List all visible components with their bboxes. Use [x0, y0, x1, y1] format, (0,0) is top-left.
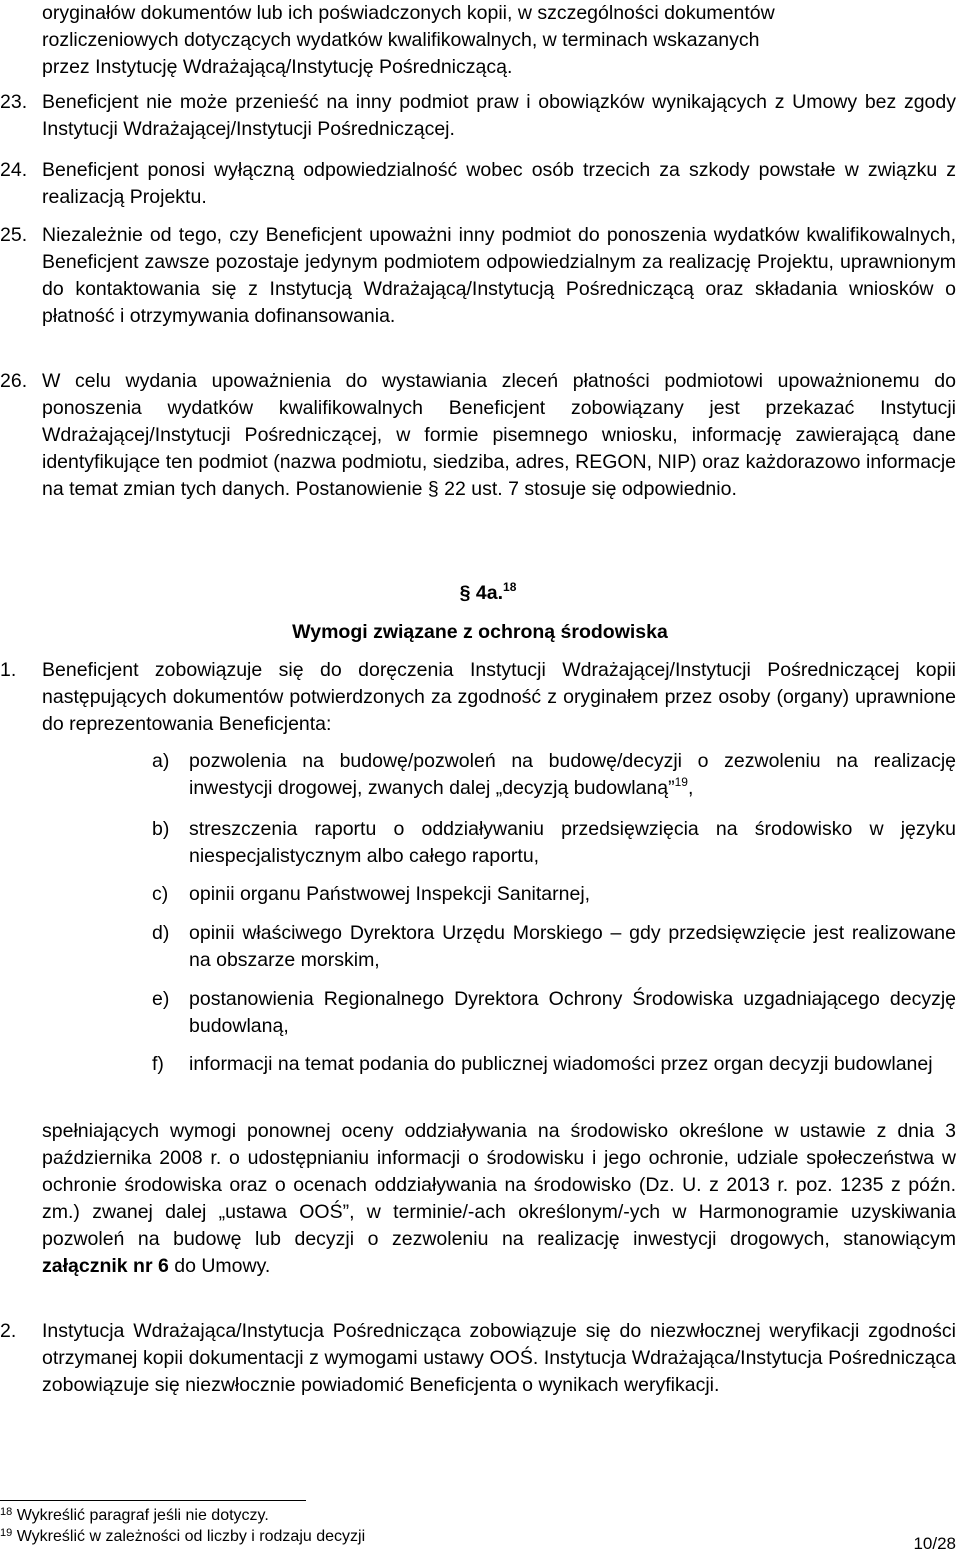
point-text: Instytucja Wdrażająca/Instytucja Pośrednicząca zobowiązuje się do niezwłocznej weryfikacji zgodności otrzymanej kopii dokumentacji z wymogami ustawy OOŚ. Instytucja Wdrażająca/Instytucja Pośrednicząca zobowiązuje się niezwłocznie powiadomić Beneficjenta o wynikach weryfikacji. [42, 1320, 956, 1396]
footnote-ref: 18 [503, 580, 517, 594]
subitem-label: d) [152, 922, 170, 944]
item-25 [0, 222, 956, 330]
footnote-number: 18 [0, 1506, 13, 1518]
subitem-label: c) [152, 883, 169, 905]
page-number: 10/28 [913, 1534, 956, 1553]
section-sign-icon: § [459, 582, 471, 604]
subitem-label: b) [152, 818, 170, 840]
point-2 [0, 1318, 956, 1399]
item-number: 24. [0, 159, 28, 181]
section-title: Wymogi związane z ochroną środowiska [292, 621, 668, 643]
subitem-e [152, 986, 956, 1040]
footnote-19 [0, 1527, 365, 1547]
point-number: 2. [0, 1320, 17, 1342]
point-intro: Beneficjent zobowiązuje się do doręczenia Instytucji Wdrażającej/Instytucji Pośredniczącej kopii następujących dokumentów potwierdzonych za zgodność z oryginałem przez osoby (organy) uprawnione do reprezentowania Beneficjenta: [42, 659, 956, 735]
item-text [42, 368, 956, 503]
subitem-text: postanowienia Regionalnego Dyrektora Ochrony Środowiska uzgadniającego decyzję budowlaną, [189, 988, 956, 1037]
point-number: 1. [0, 659, 17, 681]
subitem-label: e) [152, 988, 170, 1010]
point-1-closing [42, 1118, 956, 1280]
footnote-text: Wykreślić paragraf jeśli nie dotyczy. [16, 1507, 269, 1524]
footnote-text: Wykreślić w zależności od liczby i rodzaju decyzji [16, 1528, 366, 1545]
footnote-separator [0, 1500, 306, 1501]
subitem-f [152, 1051, 956, 1078]
item-24 [0, 157, 956, 211]
item-text: Niezależnie od tego, czy Beneficjent upoważni inny podmiot do ponoszenia wydatków kwalifikowalnych, Beneficjent zawsze pozostaje jedynym podmiotem odpowiedzialnym za realizację Projektu, uprawnionym do kontaktowania się z Instytucją Wdrażającą/Instytucją Pośredniczącą oraz składania wniosków o płatność i otrzymywania dofinansowania. [42, 224, 956, 327]
subitem-text: opinii właściwego Dyrektora Urzędu Morskiego – gdy przedsięwzięcie jest realizowane na obszarze morskim, [189, 922, 956, 971]
subitem-label: f) [152, 1053, 164, 1075]
subitem-c [152, 881, 956, 908]
item-number: 26. [0, 370, 28, 392]
footnote-number: 19 [0, 1527, 13, 1539]
subitem-a [152, 748, 956, 802]
subitem-trail: , [687, 777, 694, 799]
continuation-line-3: przez Instytucję Wdrażającą/Instytucję Pośredniczącą. [42, 56, 513, 78]
subitem-text: streszczenia raportu o oddziaływaniu przedsięwzięcia na środowisko w języku niespecjalistycznym albo całego raportu, [189, 818, 956, 867]
closing-text-after: do Umowy. [168, 1255, 271, 1277]
attachment-reference: załącznik nr 6 [42, 1255, 169, 1277]
subitem-text: opinii organu Państwowej Inspekcji Sanitarnej, [189, 883, 591, 905]
section-number [0, 580, 960, 607]
subitem-text [189, 748, 956, 802]
item-26 [0, 368, 956, 503]
closing-text-before: spełniających wymogi ponownej oceny oddziaływania na środowisko określone w ustawie z dnia 3 października 2008 r. o udostępnianiu informacji o środowisku i jego ochronie, udziale społeczeństwa w ochronie środowiska oraz o ocenach oddziaływania na środowisko (Dz. U. z 2013 r. poz. 1235 z późn. zm.) zwanej dalej „ustawa OOŚ”, w terminie/-ach określonym/-ych w Harmonogramie uzyskiwania pozwoleń na budowę lub decyzji o zezwoleniu na realizację inwestycji drogowych, stanowiącym [42, 1120, 956, 1250]
section-number-text: 4a. [475, 582, 504, 604]
continuation-line-2: rozliczeniowych dotyczących wydatków kwalifikowalnych, w terminach wskazanych [42, 29, 760, 51]
item-number: 25. [0, 224, 28, 246]
subitem-label: a) [152, 750, 170, 772]
item-text: Beneficjent ponosi wyłączną odpowiedzialność wobec osób trzecich za szkody powstałe w związku z realizacją Projektu. [42, 159, 956, 208]
subitem-text: informacji na temat podania do publicznej wiadomości przez organ decyzji budowlanej [189, 1053, 933, 1075]
footnote-18 [0, 1506, 269, 1526]
item-number: 23. [0, 91, 28, 113]
subitem-d [152, 920, 956, 974]
item-text-after: 22 ust. 7 stosuje się odpowiednio. [438, 478, 737, 500]
subitem-b [152, 816, 956, 870]
section-sign-icon: § [427, 478, 439, 500]
footnote-ref: 19 [674, 775, 688, 789]
subitem-text-body: pozwolenia na budowę/pozwoleń na budowę/decyzji o zezwoleniu na realizację inwestycji drogowej, zwanych dalej „decyzją budowlaną” [189, 750, 956, 799]
continuation-paragraph [42, 0, 956, 81]
continuation-line-1: oryginałów dokumentów lub ich poświadczonych kopii, w szczególności dokumentów [42, 2, 775, 24]
item-text-before: W celu wydania upoważnienia do wystawiania zleceń płatności podmiotowi upoważnionemu do ponoszenia wydatków kwalifikowalnych Beneficjent zobowiązany jest przekazać Instytucji Wdrażającej/Instytucji Pośredniczącej, w formie pisemnego wniosku, informację zawierającą dane identyfikujące ten podmiot (nazwa podmiotu, siedziba, adres, REGON, NIP) oraz każdorazowo informacje na temat zmian tych danych. Postanowienie [42, 370, 956, 500]
item-23 [0, 89, 956, 143]
point-1 [0, 657, 956, 738]
item-text: Beneficjent nie może przenieść na inny podmiot praw i obowiązków wynikających z Umowy bez zgody Instytucji Wdrażającej/Instytucji Pośredniczącej. [42, 91, 956, 140]
